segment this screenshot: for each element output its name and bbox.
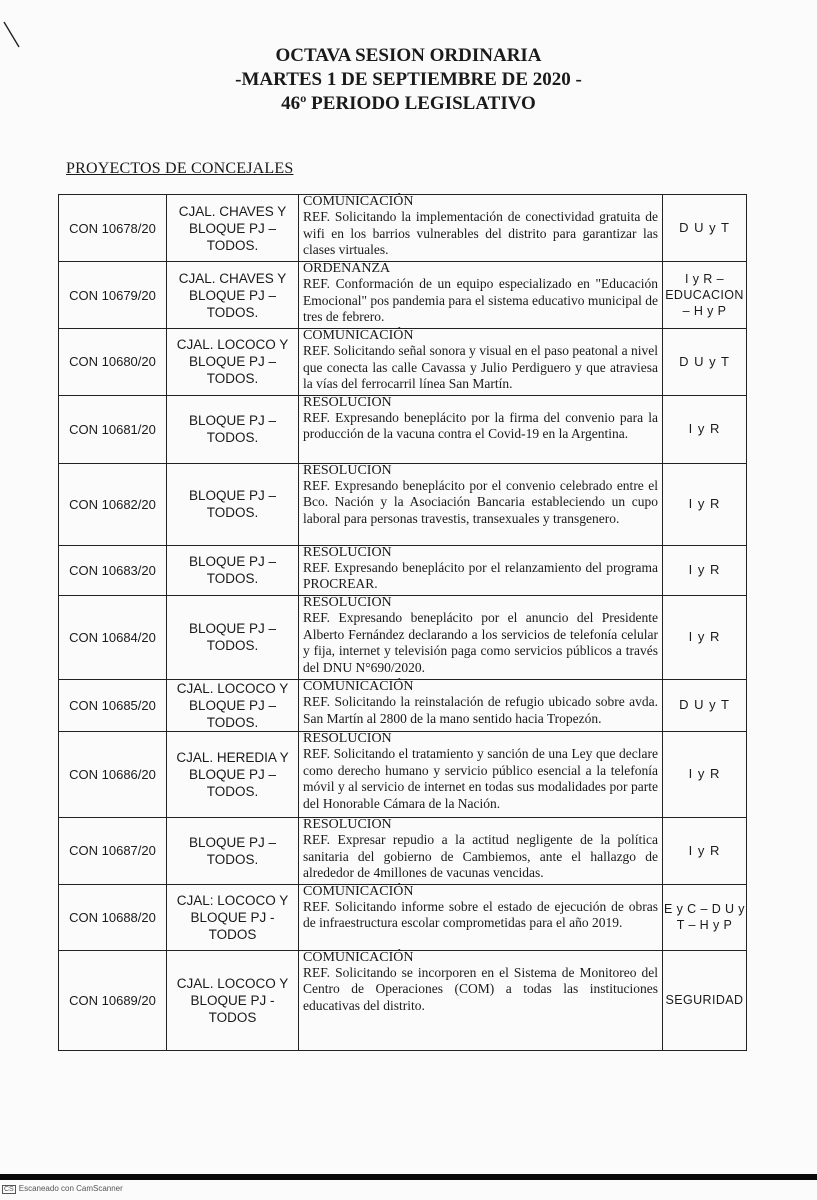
project-author: BLOQUE PJ – TODOS. xyxy=(167,395,299,463)
project-committee: I y R xyxy=(663,817,747,884)
project-type: COMUNICACIÓN xyxy=(303,883,414,899)
project-type: COMUNICACIÓN xyxy=(303,949,414,965)
scanner-text: Escaneado con CamScanner xyxy=(18,1184,123,1193)
project-code: CON 10684/20 xyxy=(59,595,167,679)
project-author: CJAL. CHAVES Y BLOQUE PJ – TODOS. xyxy=(167,262,299,329)
project-code: CON 10682/20 xyxy=(59,463,167,545)
project-row xyxy=(59,545,747,595)
project-row xyxy=(59,463,747,545)
project-committee: I y R xyxy=(663,395,747,463)
project-author: CJAL. HEREDIA Y BLOQUE PJ – TODOS. xyxy=(167,731,299,817)
project-row xyxy=(59,950,747,1050)
project-description-cell xyxy=(299,884,663,950)
project-committee: D U y T xyxy=(663,195,747,262)
project-code: CON 10689/20 xyxy=(59,950,167,1050)
project-description: REF. Solicitando la reinstalación de refugio ubicado sobre avda. San Martín al 2800 de la mano sentido hacia Tropezón. xyxy=(303,693,658,726)
project-committee: E y C – D U y T – H y P xyxy=(663,884,747,950)
project-author: BLOQUE PJ – TODOS. xyxy=(167,817,299,884)
project-committee: D U y T xyxy=(663,329,747,396)
project-committee: D U y T xyxy=(663,679,747,731)
project-author: CJAL. LOCOCO Y BLOQUE PJ – TODOS. xyxy=(167,679,299,731)
project-author: CJAL. LOCOCO Y BLOQUE PJ – TODOS. xyxy=(167,329,299,396)
project-row xyxy=(59,679,747,731)
project-code: CON 10688/20 xyxy=(59,884,167,950)
project-row xyxy=(59,262,747,329)
project-description: REF. Solicitando la implementación de conectividad gratuita de wifi en los barrios vulnerables del distrito para garantizar las clases virtuales. xyxy=(303,209,658,258)
project-committee: I y R – EDUCACION – H y P xyxy=(663,262,747,329)
project-code: CON 10687/20 xyxy=(59,817,167,884)
project-row xyxy=(59,195,747,262)
project-code: CON 10680/20 xyxy=(59,329,167,396)
project-type: RESOLUCION xyxy=(303,730,392,746)
project-type: RESOLUCION xyxy=(303,816,392,832)
project-type: RESOLUCION xyxy=(303,544,392,560)
project-type: COMUNICACIÓN xyxy=(303,194,414,209)
camscanner-logo: CS xyxy=(4,1186,14,1193)
project-description-cell xyxy=(299,731,663,817)
project-author: BLOQUE PJ – TODOS. xyxy=(167,463,299,545)
project-type: RESOLUCION xyxy=(303,394,392,410)
project-description: REF. Solicitando el tratamiento y sanción de una Ley que declare como derecho humano y servicio público esencial a la telefonía móvil y al servicio de internet en todas sus modalidades por parte del Honorable Cámara de la Nación. xyxy=(303,745,658,811)
session-header xyxy=(0,44,817,116)
project-description: REF. Solicitando se incorporen en el Sistema de Monitoreo del Centro de Operaciones (COM) a todas las instituciones educativas del distrito. xyxy=(303,964,658,1013)
project-author: CJAL. LOCOCO Y BLOQUE PJ - TODOS xyxy=(167,950,299,1050)
project-committee: SEGURIDAD xyxy=(663,950,747,1050)
project-row xyxy=(59,884,747,950)
project-committee: I y R xyxy=(663,595,747,679)
project-type: COMUNICACIÓN xyxy=(303,678,414,694)
project-description-cell xyxy=(299,679,663,731)
project-description-cell xyxy=(299,950,663,1050)
project-row xyxy=(59,817,747,884)
project-description-cell xyxy=(299,817,663,884)
project-author: BLOQUE PJ – TODOS. xyxy=(167,595,299,679)
project-description-cell xyxy=(299,545,663,595)
project-description: REF. Expresando beneplácito por el convenio celebrado entre el Bco. Nación y la Asociación Bancaria estableciendo un cupo laboral para personas travestis, transexuales y transgenero. xyxy=(303,477,658,526)
project-description-cell xyxy=(299,329,663,396)
project-type: ORDENANZA xyxy=(303,261,391,276)
project-description-cell xyxy=(299,595,663,679)
project-description: REF. Solicitando señal sonora y visual en el paso peatonal a nivel que conecta las calle Cavassa y Julio Perdiguero y que atraviesa la vías del ferrocarril línea San Martín. xyxy=(303,343,658,392)
project-author: BLOQUE PJ – TODOS. xyxy=(167,545,299,595)
project-row xyxy=(59,329,747,396)
project-description-cell xyxy=(299,195,663,262)
project-committee: I y R xyxy=(663,545,747,595)
project-committee: I y R xyxy=(663,731,747,817)
session-title: OCTAVA SESION ORDINARIA xyxy=(275,45,542,66)
project-row xyxy=(59,395,747,463)
session-date: -MARTES 1 DE SEPTIEMBRE DE 2020 - xyxy=(235,69,582,90)
projects-table xyxy=(58,194,747,1051)
project-committee: I y R xyxy=(663,463,747,545)
project-author: CJAL: LOCOCO Y BLOQUE PJ - TODOS xyxy=(167,884,299,950)
project-type: RESOLUCION xyxy=(303,462,392,478)
project-description: REF. Expresando beneplácito por el relanzamiento del programa PROCREAR. xyxy=(303,559,658,592)
project-code: CON 10679/20 xyxy=(59,262,167,329)
project-type: COMUNICACIÓN xyxy=(303,328,414,343)
project-description: REF. Solicitando informe sobre el estado de ejecución de obras de infraestructura escolar comprometidas para el año 2019. xyxy=(303,898,658,931)
project-author: CJAL. CHAVES Y BLOQUE PJ – TODOS. xyxy=(167,195,299,262)
project-description-cell xyxy=(299,395,663,463)
project-code: CON 10678/20 xyxy=(59,195,167,262)
project-description: REF. Expresar repudio a la actitud negligente de la política sanitaria del gobierno de Cambiemos, ante el hallazgo de alrededor de 4millones de vacunas vencidas. xyxy=(303,831,658,881)
project-code: CON 10683/20 xyxy=(59,545,167,595)
page-bottom-edge xyxy=(0,1174,817,1180)
project-type: RESOLUCION xyxy=(303,594,392,610)
project-description-cell xyxy=(299,463,663,545)
project-description: REF. Expresando beneplácito por el anuncio del Presidente Alberto Fernández declarando a los servicios de telefonía celular y fija, internet y televisión paga como servicios públicos a través del DNU N°690/2020. xyxy=(303,609,658,675)
section-title: PROYECTOS DE CONCEJALES xyxy=(66,160,294,177)
project-code: CON 10685/20 xyxy=(59,679,167,731)
project-description-cell xyxy=(299,262,663,329)
project-code: CON 10686/20 xyxy=(59,731,167,817)
project-code: CON 10681/20 xyxy=(59,395,167,463)
project-row xyxy=(59,731,747,817)
project-row xyxy=(59,595,747,679)
scanner-watermark xyxy=(2,1184,123,1194)
legislative-period: 46º PERIODO LEGISLATIVO xyxy=(281,93,536,114)
project-description: REF. Conformación de un equipo especializado en "Educación Emocional" pos pandemia para el sistema educativo municipal de tres de febrero. xyxy=(303,276,658,325)
project-description: REF. Expresando beneplácito por la firma del convenio para la producción de la vacuna contra el Covid-19 en la Argentina. xyxy=(303,409,658,442)
